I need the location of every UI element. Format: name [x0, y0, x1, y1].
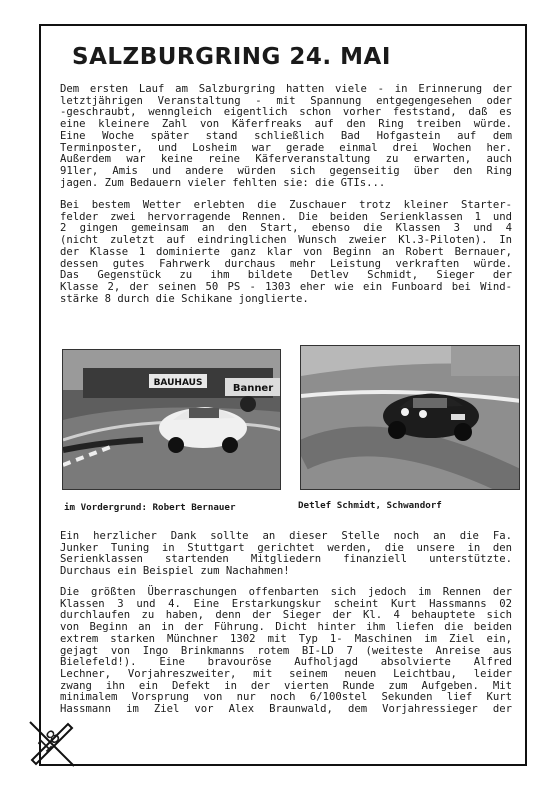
paragraph-thanks [60, 531, 512, 578]
text-line: 2 gingen gemeinsam an den Start, ebenso die Klassen 3 und 4 [60, 222, 512, 235]
text-line: Terminposter, und Losheim war gerade einmal drei Wochen her. [60, 141, 512, 154]
text-line: Serienklassen startenden Mitgliedern finanziell unterstützte. [60, 553, 512, 566]
text-line: Junker Tuning in Stuttgart gerichtet werden, die unsere in den [60, 541, 512, 554]
text-line: -geschraubt, wenngleich eigentlich schon vorher feststand, daß es [60, 106, 512, 119]
text-line: felder zwei hervorragende Rennen. Die beiden Serienklassen 1 und [60, 210, 512, 223]
text-line: Das Gegenstück zu ihm bildete Detlev Schmidt, Sieger der [60, 269, 512, 282]
text-line: letztjährigen Veranstaltung - mit Spannung entgegengesehen oder [60, 94, 512, 107]
photo-detlef-schmidt [300, 345, 520, 490]
text-line: Durchaus ein Beispiel zum Nachahmen! [60, 565, 290, 578]
text-line: minimalem Vorsprung von nur noch 6/100stel Sekunden lief Kurt [60, 691, 512, 704]
caption-right: Detlef Schmidt, Schwandorf [298, 500, 442, 511]
text-line: dessen gutes Fahrwerk durchaus mehr Leistung verkraften würde. [60, 257, 512, 270]
text-line: Ein herzlicher Dank sollte an dieser Stelle noch an die Fa. [60, 530, 512, 542]
text-line: Hassmann im Ziel vor Alex Braunwald, dem Vorjahressieger der [60, 703, 512, 716]
text-line: Bielefeld!). Eine bravouröse Aufholjagd absolvierte Alfred [60, 656, 512, 669]
caption-left: im Vordergrund: Robert Bernauer [64, 502, 236, 513]
text-line: von Beginn an in der Führung. Dicht hinter ihm liefen die beiden [60, 621, 512, 634]
text-line: (nicht zuletzt auf eindringlichen Wunsch zweier Kl.3-Piloten). In [60, 234, 512, 247]
photo-left-illustration [63, 350, 281, 490]
banner-sign-text: Banner [232, 383, 274, 394]
photo-robert-bernauer [62, 349, 281, 490]
text-line: Die größten Überraschungen offenbarten sich jedoch im Rennen der [60, 586, 512, 598]
text-line: zwang ihn ein Defekt in der vierten Runde zum Aufgeben. Mit [60, 679, 512, 692]
page-number: 18 [33, 725, 65, 758]
text-line: gejagt von Ingo Brinkmanns rotem BI-LD 7 (weiteste Anreise aus [60, 644, 512, 657]
text-line: Klassen 3 und 4. Eine Erstarkungskur scheint Kurt Hassmanns 02 [60, 597, 512, 610]
text-line: eine kleinere Zahl von Käferfreaks auf den Ring treiben würde. [60, 118, 512, 131]
paragraph-class-3-4 [60, 587, 512, 716]
text-line: Eine Woche später stand schließlich Bad Hofgastein auf dem [60, 129, 512, 142]
text-line: stärke 8 durch die Schikane jonglierte. [60, 292, 309, 305]
text-line: Dem ersten Lauf am Salzburgring hatten viele - in Erinnerung der [60, 83, 512, 95]
bauhaus-sign-text: BAUHAUS [153, 378, 203, 388]
text-line: extrem starken Münchner 1302 mit Typ 1- Maschinen im Ziel ein, [60, 632, 512, 645]
text-line: durchlaufen zu haben, denn der Sieger der Kl. 4 behauptete sich [60, 609, 512, 622]
text-line: Lechner, Vorjahreszweiter, mit seinem neuen Leichtbau, leider [60, 667, 512, 680]
article-title: SALZBURGRING 24. MAI [72, 44, 391, 70]
text-line: 91ler, Amis und andere würden sich gegenseitig über den Ring [60, 164, 512, 177]
text-line: Klasse 2, der seinen 50 PS - 1303 eher wie ein Funboard bei Wind- [60, 280, 512, 293]
paragraph-race-report [60, 200, 512, 305]
paragraph-intro [60, 84, 512, 189]
text-line: Außerdem war keine reine Käferveranstaltung zu erwarten, auch [60, 153, 512, 166]
photo-right-illustration [301, 346, 520, 490]
text-line: der Klasse 1 dominierte ganz klar von Beginn an Robert Bernauer, [60, 245, 512, 258]
page-number-badge [28, 720, 76, 768]
text-line: Bei bestem Wetter erlebten die Zuschauer trotz kleiner Starter- [60, 199, 512, 211]
text-line: jagen. Zum Bedauern vieler fehlten sie: die GTIs... [60, 176, 386, 189]
